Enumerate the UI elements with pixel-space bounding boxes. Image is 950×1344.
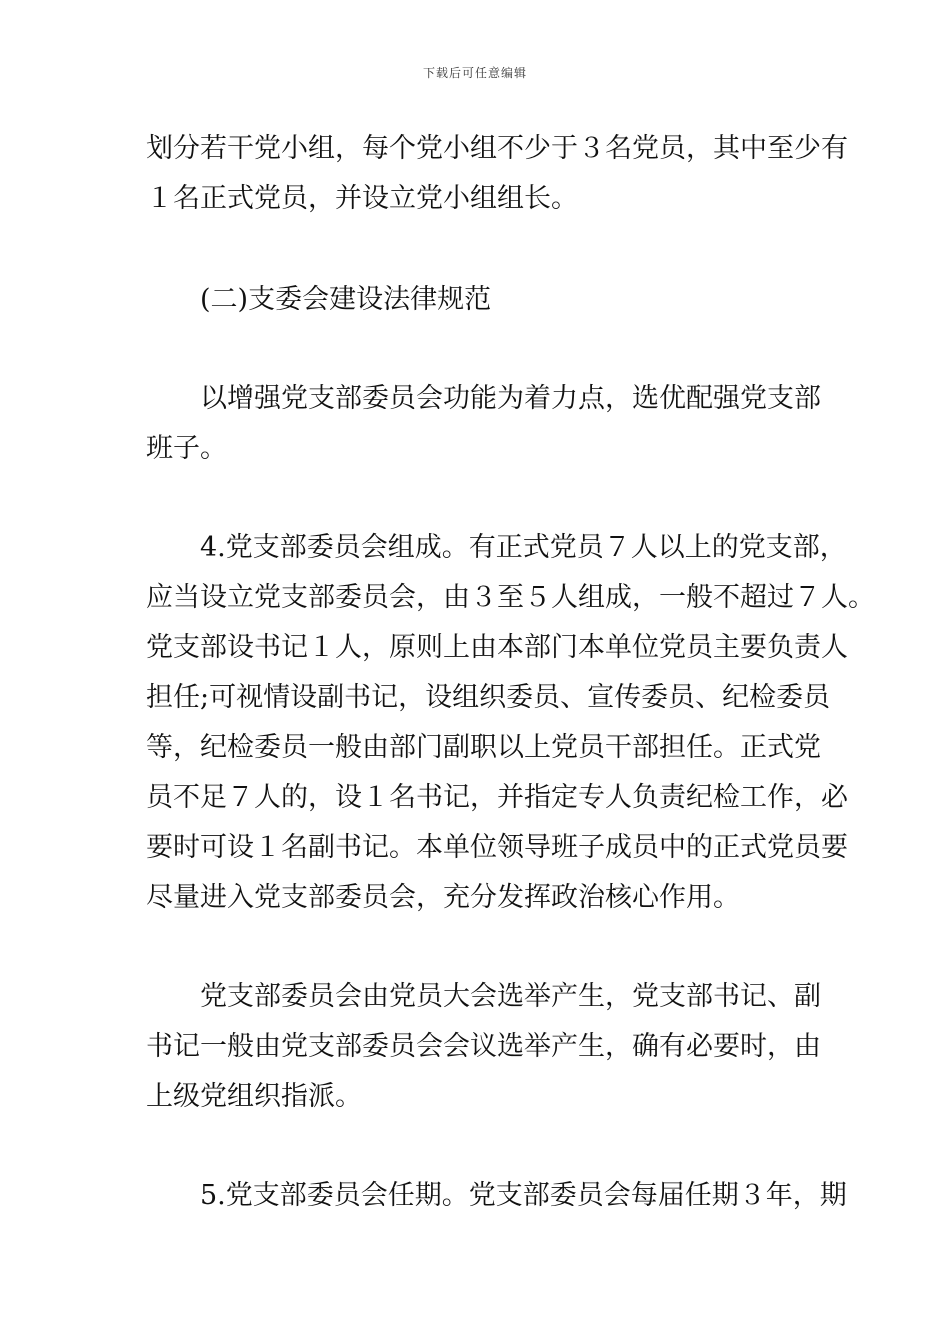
paragraph-4-line-1: 4.党支部委员会组成。有正式党员７人以上的党支部，: [200, 532, 847, 563]
paragraph-4-line-8: 尽量进入党支部委员会，充分发挥政治核心作用。: [146, 882, 740, 913]
page-header: 下载后可任意编辑: [422, 66, 527, 80]
paragraph-4-line-3: 党支部设书记１人，原则上由本部门本单位党员主要负责人: [146, 632, 848, 663]
paragraph-4-line-5: 等，纪检委员一般由部门副职以上党员干部担任。正式党: [146, 732, 821, 763]
paragraph-5-line-1: 党支部委员会由党员大会选举产生，党支部书记、副: [200, 981, 821, 1012]
paragraph-4-line-2: 应当设立党支部委员会，由３至５人组成，一般不超过７人。: [146, 582, 875, 613]
paragraph-6-line-1: 5.党支部委员会任期。党支部委员会每届任期３年，期: [200, 1180, 847, 1211]
section-heading: (二)支委会建设法律规范: [200, 284, 492, 315]
paragraph-1-line-1: 划分若干党小组，每个党小组不少于３名党员，其中至少有: [146, 133, 848, 164]
paragraph-3-line-2: 班子。: [146, 433, 227, 464]
paragraph-5-line-3: 上级党组织指派。: [146, 1081, 362, 1112]
paragraph-4-line-4: 担任;可视情设副书记，设组织委员、宣传委员、纪检委员: [146, 682, 831, 713]
paragraph-4-line-7: 要时可设１名副书记。本单位领导班子成员中的正式党员要: [146, 832, 848, 863]
paragraph-5-line-2: 书记一般由党支部委员会会议选举产生，确有必要时，由: [146, 1031, 821, 1062]
paragraph-4-line-6: 员不足７人的，设１名书记，并指定专人负责纪检工作，必: [146, 782, 848, 813]
paragraph-1-line-2: １名正式党员，并设立党小组组长。: [146, 183, 578, 214]
paragraph-3-line-1: 以增强党支部委员会功能为着力点，选优配强党支部: [200, 383, 821, 414]
